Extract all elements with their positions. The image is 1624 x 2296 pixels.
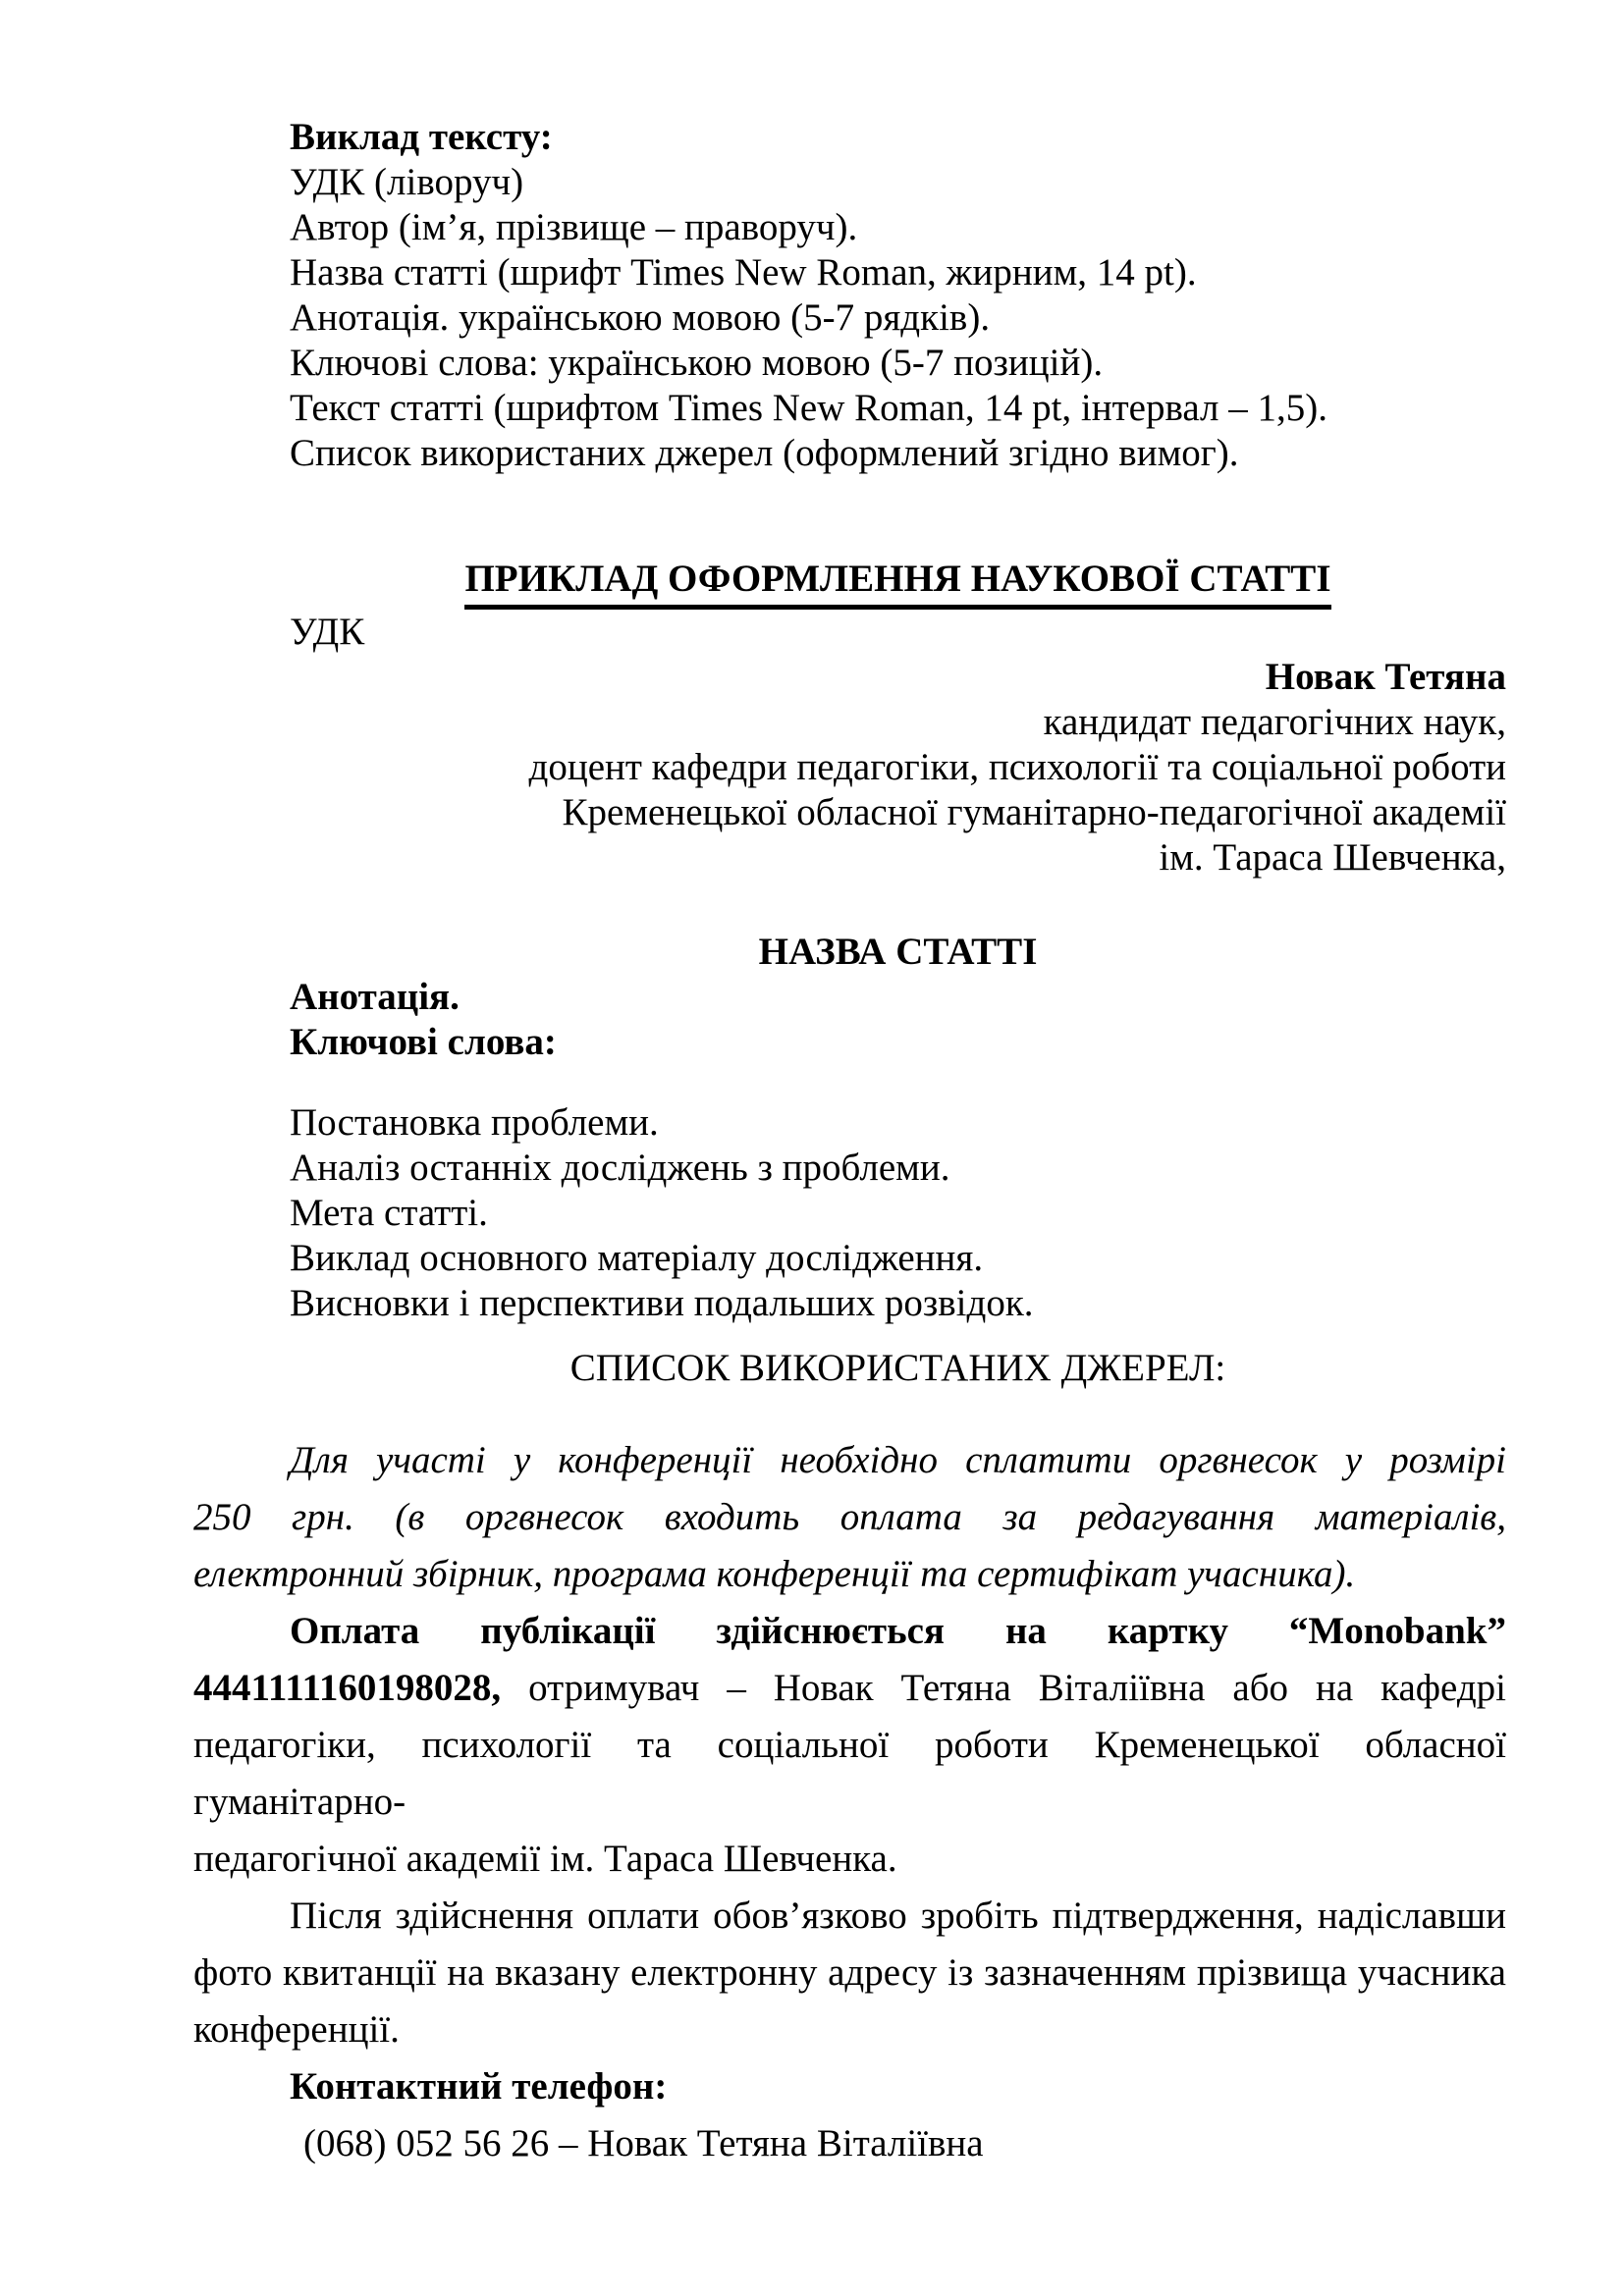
spacer: [193, 881, 1506, 930]
keywords-label: Ключові слова:: [290, 1021, 557, 1063]
instruction-item: Ключові слова: українською мовою (5-7 позицій).: [290, 342, 1104, 384]
card-number: 4441111160198028,: [193, 1667, 502, 1709]
instructions-heading: Виклад тексту:: [290, 116, 553, 158]
instruction-item: Список використаних джерел (оформлений згідно вимог).: [290, 432, 1239, 474]
structure-item: Постановка проблеми.: [290, 1101, 659, 1144]
author-name: Новак Тетяна: [1265, 656, 1506, 698]
author-degree: кандидат педагогічних наук,: [1043, 701, 1506, 743]
payment-line: педагогіки, психології та соціальної роботи Кременецької обласної гуманітарно-: [193, 1724, 1506, 1823]
fee-line: 250 грн. (в оргвнесок входить оплата за редагування матеріалів,: [193, 1496, 1506, 1538]
author-institution: Кременецької обласної гуманітарно-педагогічної академії: [562, 791, 1506, 833]
contact-phone-label: Контактний телефон:: [290, 2065, 668, 2108]
instruction-item: Анотація. українською мовою (5-7 рядків).: [290, 296, 991, 339]
instruction-item: УДК (ліворуч): [290, 161, 524, 203]
author-block: [193, 655, 1506, 881]
payment-line: педагогічної академії ім. Тараса Шевченка.: [193, 1838, 897, 1880]
references-heading: СПИСОК ВИКОРИСТАНИХ ДЖЕРЕЛ:: [569, 1347, 1226, 1389]
structure-item: Висновки і перспективи подальших розвідок.: [290, 1282, 1034, 1324]
spacer: [193, 476, 1506, 557]
instruction-item: Текст статті (шрифтом Times New Roman, 14 pt, інтервал – 1,5).: [290, 387, 1327, 429]
contact-phone-value: (068) 052 56 26 – Новак Тетяна Віталіївна: [303, 2122, 984, 2164]
spacer: [193, 1326, 1506, 1346]
instruction-item: Назва статті (шрифт Times New Roman, жирним, 14 pt).: [290, 251, 1197, 294]
spacer: [193, 1391, 1506, 1432]
payment-recipient: отримувач – Новак Тетяна Віталіївна або на кафедрі: [501, 1667, 1506, 1709]
fee-line: електронний збірник, програма конференції та сертифікат учасника).: [193, 1553, 1356, 1595]
structure-item: Виклад основного матеріалу дослідження.: [290, 1237, 984, 1279]
author-position: доцент кафедри педагогіки, психології та соціальної роботи: [528, 746, 1506, 788]
instruction-item: Автор (ім’я, прізвище – праворуч).: [290, 206, 858, 248]
annotation-label: Анотація.: [290, 976, 460, 1018]
fee-line: Для участі у конференції необхідно сплатити оргвнесок у розмірі: [290, 1439, 1506, 1481]
structure-item: Аналіз останніх досліджень з проблеми.: [290, 1147, 950, 1189]
article-title: НАЗВА СТАТТІ: [758, 931, 1038, 973]
article-structure-list: [193, 1100, 1506, 1326]
text-layout-instructions: [193, 115, 1506, 476]
udc-label: УДК: [290, 611, 365, 653]
payment-line-card-number: [193, 1660, 1506, 1717]
author-institution-name: ім. Тараса Шевченка,: [1159, 836, 1506, 879]
example-section-title: [193, 557, 1506, 610]
structure-item: Мета статті.: [290, 1192, 488, 1234]
fee-paragraph: [193, 1432, 1506, 1603]
confirmation-line: фото квитанції на вказану електронну адресу із зазначенням прізвища учасника: [193, 1951, 1506, 1994]
confirmation-line: конференції.: [193, 2008, 400, 2051]
spacer: [193, 1065, 1506, 1100]
payment-line-bold: Оплата публікації здійснюється на картку “Monobank”: [290, 1610, 1506, 1652]
example-section-title-text: ПРИКЛАД ОФОРМЛЕННЯ НАУКОВОЇ СТАТТІ: [464, 557, 1330, 610]
confirmation-paragraph: [193, 1888, 1506, 2058]
payment-paragraph: [193, 1603, 1506, 1888]
confirmation-line: Після здійснення оплати обов’язково зробіть підтвердження, надіславши: [290, 1895, 1506, 1937]
